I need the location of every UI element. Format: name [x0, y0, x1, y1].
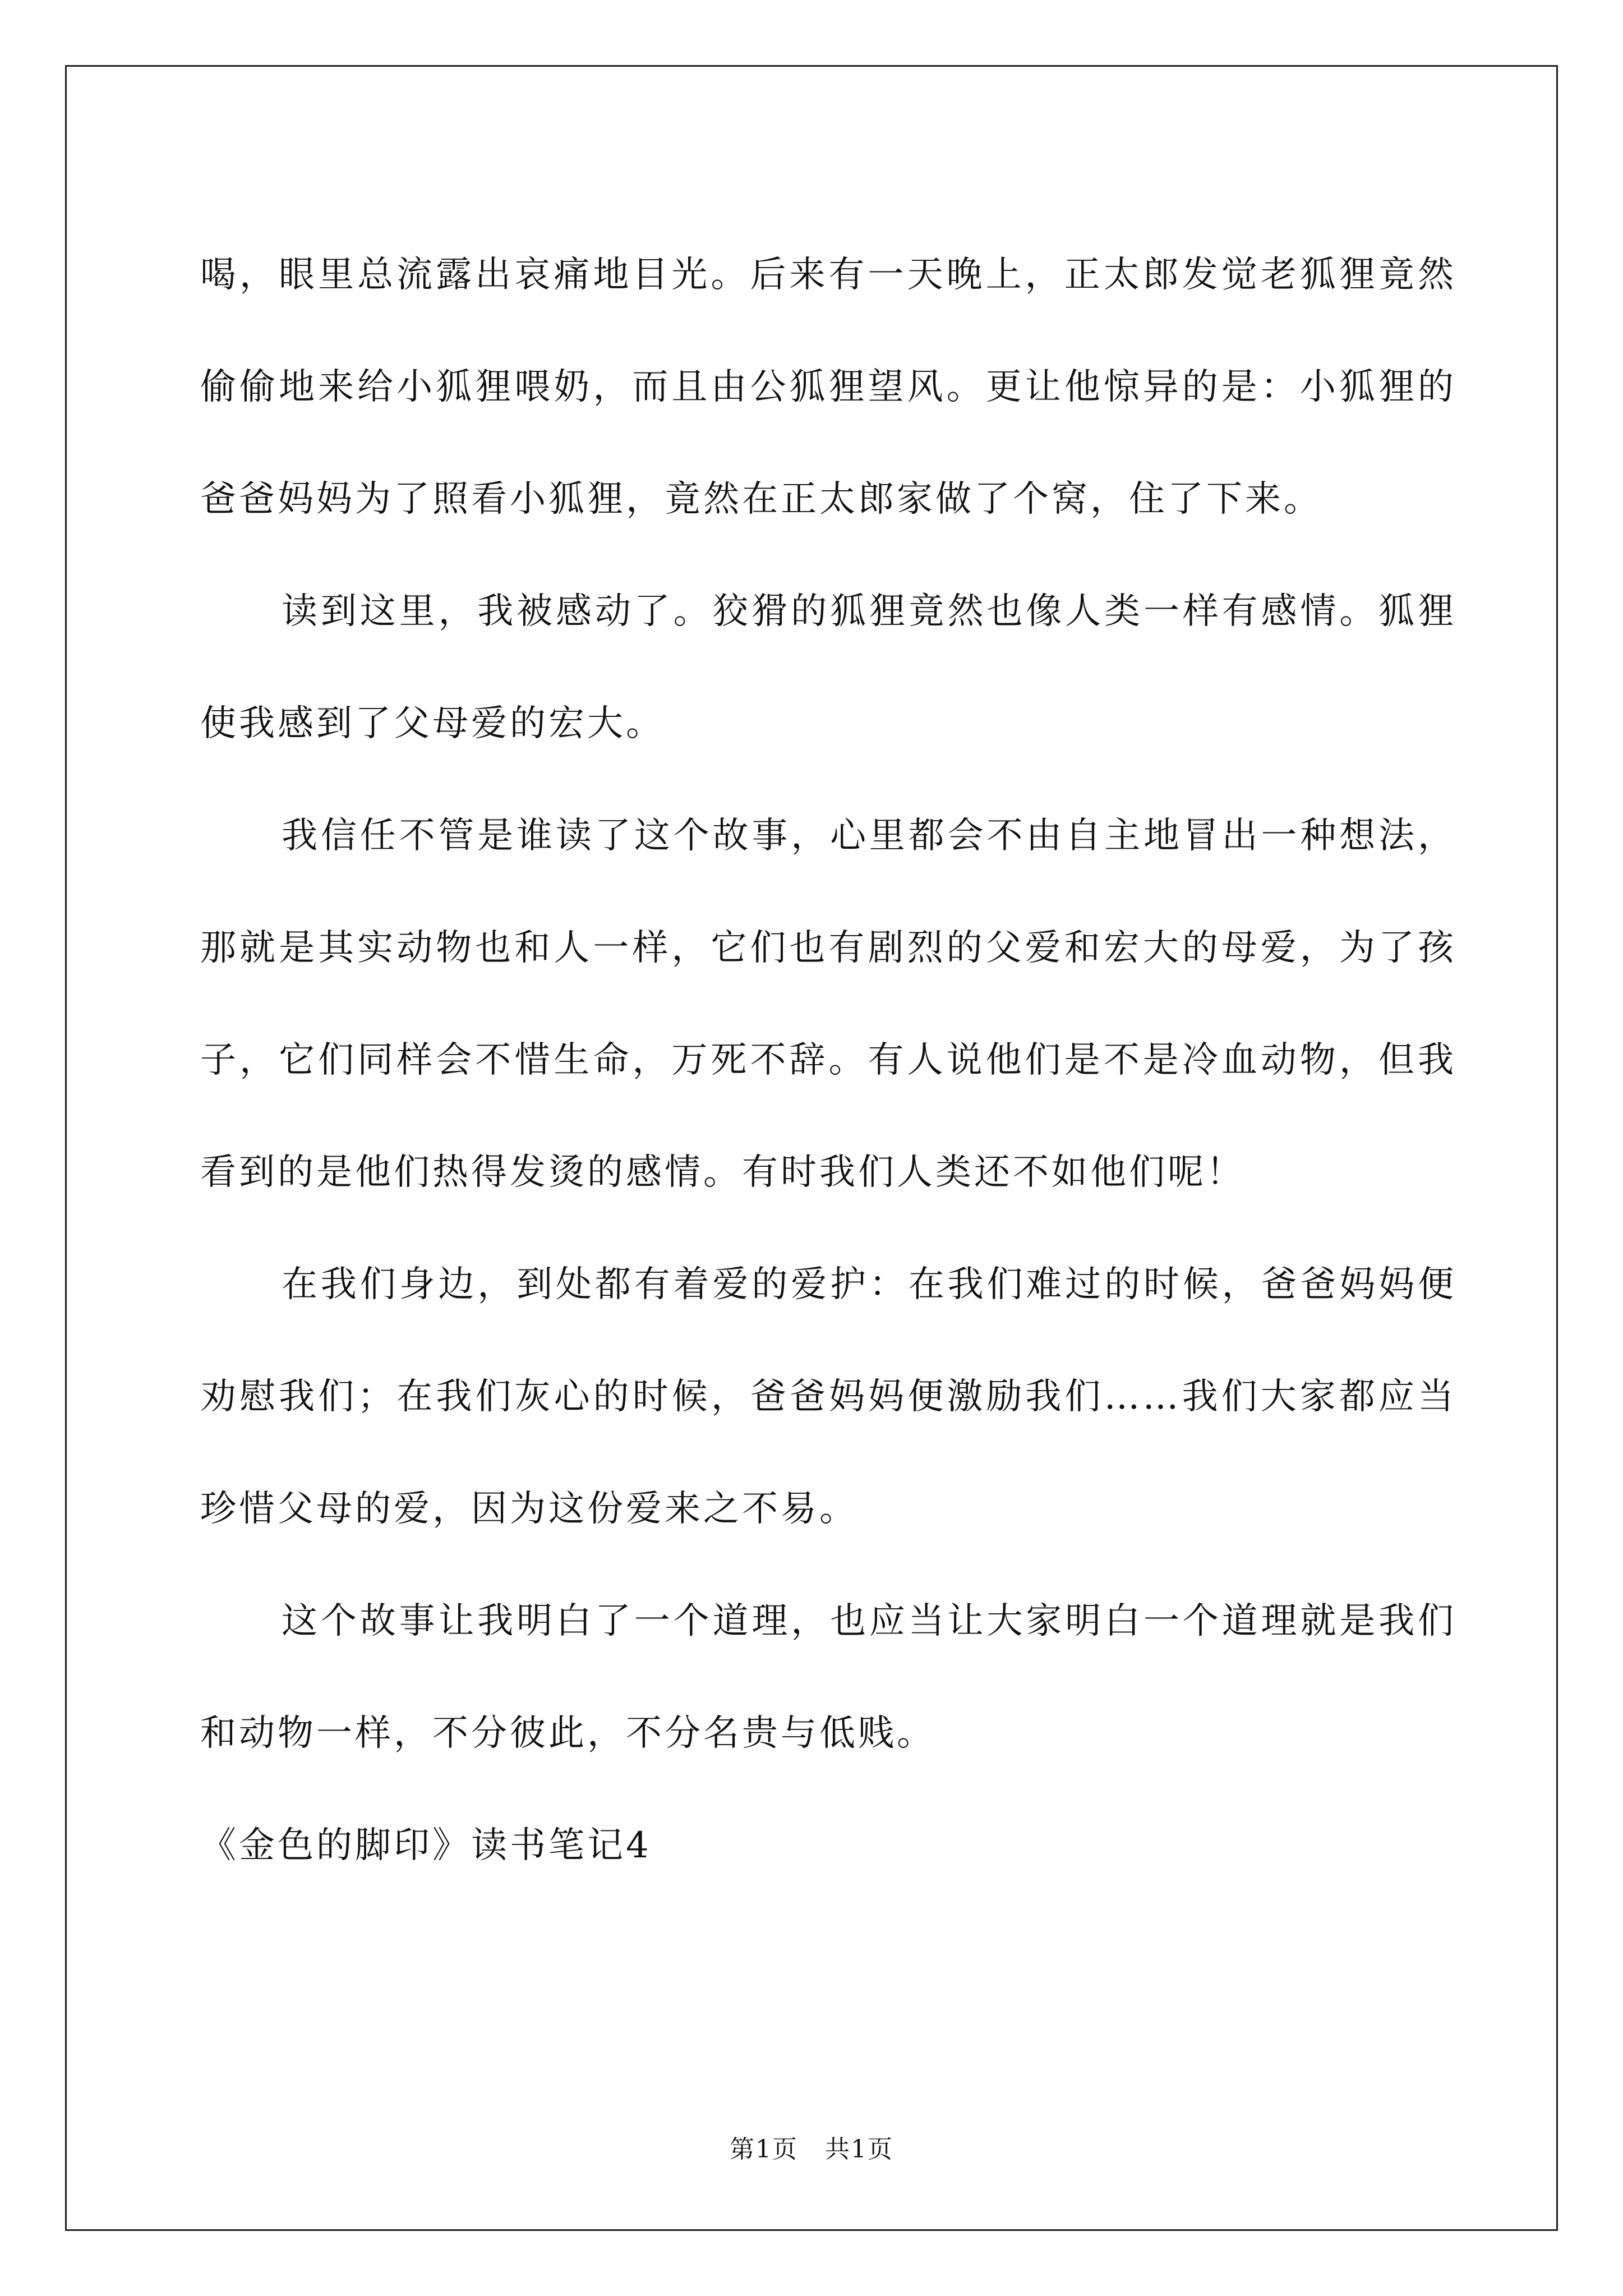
paragraph-2: 读到这里，我被感动了。狡猾的狐狸竟然也像人类一样有感情。狐狸使我感到了父母爱的宏大。 [200, 591, 1456, 744]
page-number: 第1页 [730, 2135, 799, 2164]
paragraph-5: 这个故事让我明白了一个道理，也应当让大家明白一个道理就是我们和动物一样，不分彼此，不分名贵与低贱。 [200, 1600, 1456, 1754]
paragraph-4: 在我们身边，到处都有着爱的爱护：在我们难过的时候，爸爸妈妈便劝慰我们；在我们灰心的时候，爸爸妈妈便激励我们……我们大家都应当珍惜父母的爱，因为这份爱来之不易。 [200, 1264, 1456, 1530]
paragraph-1: 喝，眼里总流露出哀痛地目光。后来有一天晚上，正太郎发觉老狐狸竟然偷偷地来给小狐狸喂奶，而且由公狐狸望风。更让他惊异的是：小狐狸的爸爸妈妈为了照看小狐狸，竟然在正太郎家做了个窝，住了下来。 [200, 254, 1456, 520]
paragraph-3: 我信任不管是谁读了这个故事，心里都会不由自主地冒出一种想法，那就是其实动物也和人一样，它们也有剧烈的父爱和宏大的母爱，为了孩子，它们同样会不惜生命，万死不辞。有人说他们是不是冷血动物，但我看到的是他们热得发烫的感情。有时我们人类还不如他们呢！ [200, 815, 1456, 1193]
page-total: 共1页 [824, 2135, 893, 2164]
document-body [200, 219, 1456, 1902]
page-footer [0, 2129, 1623, 2165]
section-heading: 《金色的脚印》读书笔记4 [200, 1825, 652, 1866]
